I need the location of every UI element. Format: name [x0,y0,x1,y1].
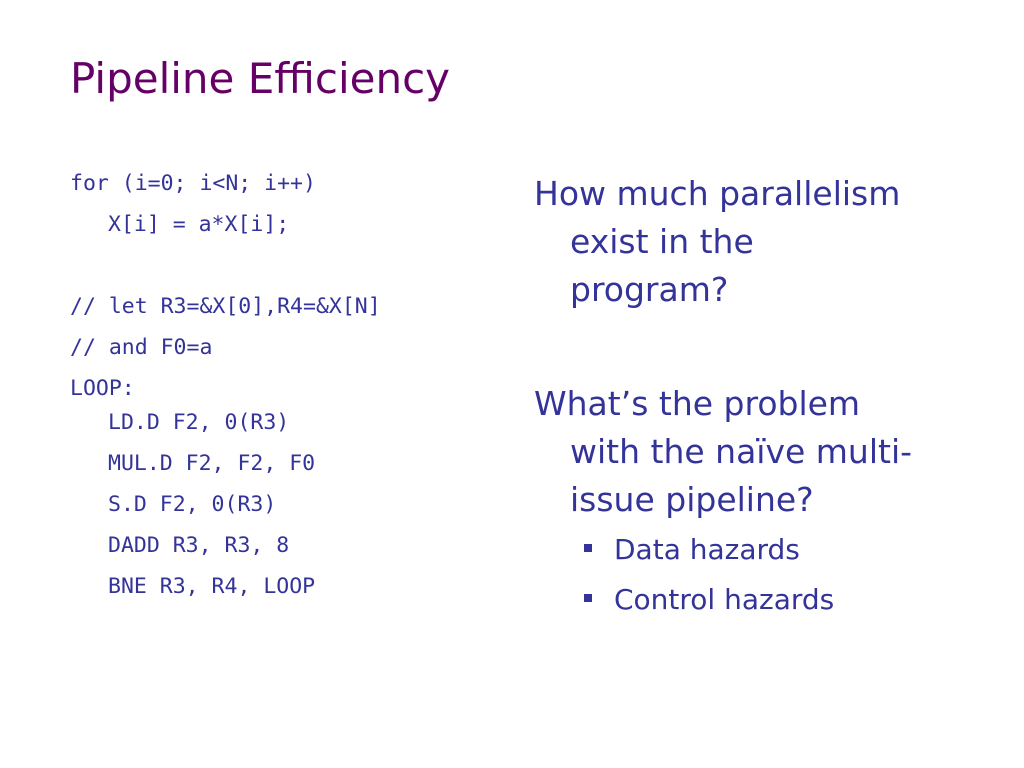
code-line-mul: MUL.D F2, F2, F0 [108,451,316,476]
code-line-bne: BNE R3, R4, LOOP [108,574,316,599]
square-bullet-icon [584,544,592,552]
code-line-comment-registers: // let R3=&X[0],R4=&X[N] [70,294,381,319]
code-line-comment-f0: // and F0=a [70,335,213,360]
question-parallelism-line: How much parallelism [534,174,901,213]
question-pipeline-line: issue pipeline? [570,480,814,519]
question-pipeline-problem [534,380,974,524]
sub-bullet-label: Control hazards [614,583,835,616]
square-bullet-icon [584,594,592,602]
code-line-for: for (i=0; i<N; i++) [70,171,316,196]
slide-title: Pipeline Efficiency [70,54,451,103]
question-parallelism-line: program? [570,270,729,309]
code-line-loop-label: LOOP: [70,376,135,401]
code-line-dadd: DADD R3, R3, 8 [108,533,290,558]
question-parallelism-line: exist in the [570,222,754,261]
code-line-ld: LD.D F2, 0(R3) [108,410,290,435]
question-parallelism [534,170,974,314]
sub-bullet-data-hazards [584,533,800,566]
code-line-body: X[i] = a*X[i]; [108,212,290,237]
question-pipeline-line: What’s the problem [534,384,861,423]
code-line-sd: S.D F2, 0(R3) [108,492,277,517]
sub-bullet-control-hazards [584,583,835,616]
question-pipeline-line: with the naïve multi- [570,432,913,471]
sub-bullet-label: Data hazards [614,533,800,566]
